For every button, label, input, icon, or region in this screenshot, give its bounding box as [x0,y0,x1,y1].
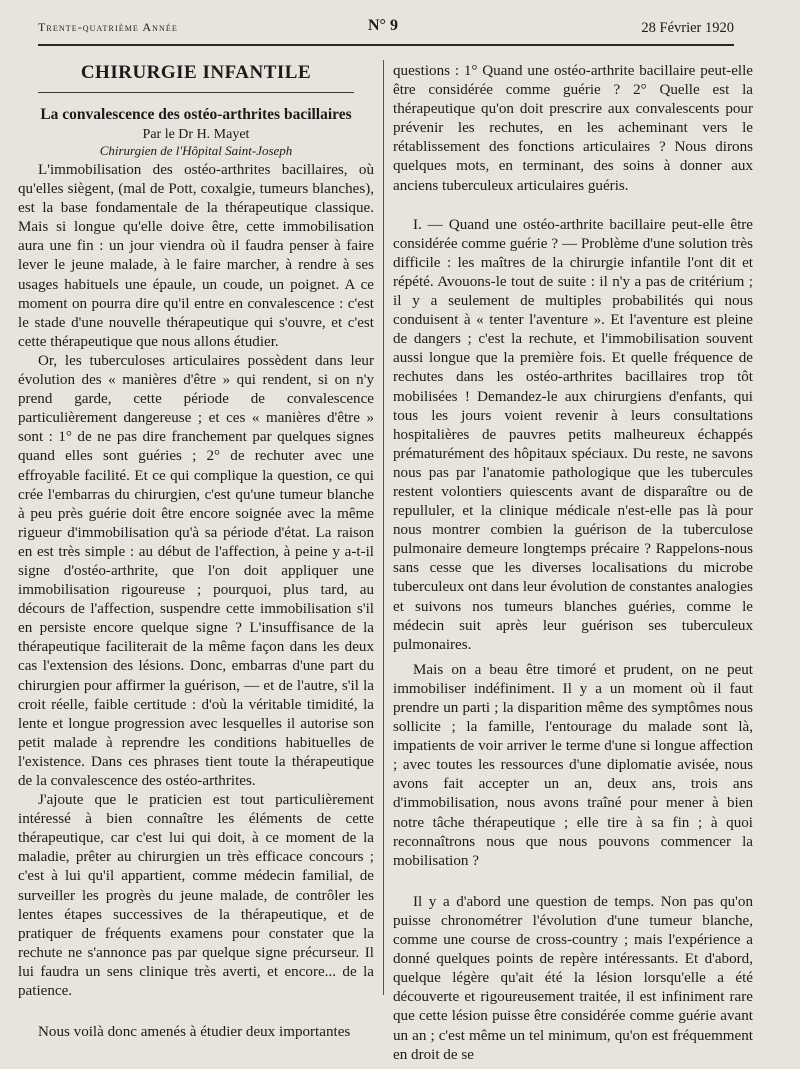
issue-date: 28 Février 1920 [641,20,734,36]
section-paragraph: I. — Quand une ostéo-arthrite bacillaire peut-elle être considérée comme guérie ? — Problème d'une solution très difficile : les maîtres de la chirurgie infantile l'ont dit et répété. Avouons-le tout de suite : il n'y a pas de critérium ; il y a seulement de multiples probabilités qui nous conduisent à « tenter l'aventure ». Et l'aventure est pleine de dangers ; c'est la rechute, et l'immobilisation souvent aussi longue que la première fois. Et quelle fréquence de rechutes dans les ostéo-arthrites bacillaires trop tôt mobilisées ! Demandez-le aux chirurgiens d'enfants, qui tous les jours voient revenir à leurs consultations hospitalières de pauvres petits malheureux échappés prématurément des hôpitaux spéciaux. Du reste, ne savons nous pas par l'anatomie pathologique que les tubercules restent volontiers quiescents avant de disparaître ou de repulluler, et la clinique médicale n'est-elle pas là pour nous montrer combien la guérison de la tuberculose pulmonaire demeure longtemps précaire ? Rappelons-nous sans cesse que les diverses localisations du microbe tuberculeux ont dans leur évolution de constantes analogies et suivons nos tumeurs blanches guéries, comme le médecin suit après leur guérison ses tuberculeux pulmonaires. [393,216,753,653]
issue-number: N° 9 [368,17,398,34]
paragraph: questions : 1° Quand une ostéo-arthrite bacillaire peut-elle être considérée comme guérie ? 2° Quelle est la thérapeutique qu'on doit prescrire aux convalescents pour prévenir les rechutes, en les acheminant vers le rétablissement des fonctions articulaires ? Nous dirons quelques mots, en terminant, des soins à donner aux anciens tuberculeux articulaires guéris. [393,63,753,194]
page-header [38,14,734,46]
article-title: La convalescence des ostéo-arthrites bacillaires [40,106,352,123]
paragraph: Mais on a beau être timoré et prudent, on ne peut immobiliser indéfiniment. Il y a un moment où il faut prendre un parti ; la disparition même des symptômes nous sollicite ; la famille, l'entourage du malade sont là, impatients de voir arriver le terme d'une si longue affection ; avec toutes les ressources d'une diplomatie avisée, nous avons fait accepter un an, deux ans, trois ans d'immobilisation, nous avons traîné pour mener à bien notre tâche thérapeutique ; elle tire à sa fin ; à quoi reconnaîtrons nous que nous pouvons commencer la mobilisation ? [393,661,753,869]
paragraph: Or, les tuberculoses articulaires possèdent dans leur évolution des « manières d'être » qui rendent, si on n'y prend garde, cette période de convalescence particulièrement dangereuse ; et ces « manières d'être » sont : 1° de ne pas dire franchement par quelques signes quand elles sont guéries ; 2° de rechuter avec une effroyable facilité. Et ce qui complique la question, ce qui crée l'embarras du chirurgien, c'est qu'une tumeur blanche à peu près guérie doit être encore soignée avec la même rigueur d'immobilisation qu'à sa période d'état. La raison en est très simple : au début de l'affection, à peine y a-t-il signe d'ostéo-arthrite, que l'on doit appliquer une immobilisation rigoureuse ; pourquoi, plus tard, au décours de l'affection, suspendre cette immobilisation s'il en persiste encore quelque signe ? L'insuffisance de la thérapeutique faciliterait de la même façon dans les deux cas l'extension des lésions. Donc, embarras d'une part du chirurgien pour affirmer la guérison, — et de l'autre, s'il la croit réelle, faible certitude : d'où la véritable timidité, la lente et longue progression avec lesquelles il autorise son petit malade à reprendre les conditions habituelles de l'existence. Dans ces phrases tient toute la thérapeutique de la convalescence des ostéo-arthrites. [18,352,374,789]
article-author: Par le Dr H. Mayet [142,127,250,142]
left-column [18,58,374,1042]
paragraph: J'ajoute que le praticien est tout particulièrement intéressé à bien connaître les éléments de cette thérapeutique, car c'est lui qui doit, à ce moment de la maladie, prêter au chirurgien un très efficace concours ; c'est à lui qu'il appartient, comme médecin familial, de surveiller les progrès du jeune malade, de contrôler les lentes étapes successives de la thérapeutique, et de pratiquer de fréquents examens pour constater que la rechute ne s'annonce pas par quelque signe précurseur. Il lui faudra un sens clinique très averti, et encore... de la patience. [18,792,374,1000]
right-column [393,62,753,1065]
section-underline [38,92,354,93]
paragraph: Il y a d'abord une question de temps. Non pas qu'on puisse chronométrer l'évolution d'une tumeur blanche, comme une course de cross-country ; mais l'expérience a donné quelques points de repère intéressants. Et d'abord, quelque légère qu'ait été la lésion lorsqu'elle a été découverte et rigoureusement traitée, il est infiniment rare que cette lésion puisse être considérée comme guérie avant un an ; c'est même un tel minimum, qu'on est fréquemment en droit de se [393,893,753,1063]
volume-label: Trente-quatrième Année [38,20,178,34]
author-role: Chirurgien de l'Hôpital Saint-Joseph [99,143,293,158]
paragraph: L'immobilisation des ostéo-arthrites bacillaires, où qu'elles siègent, (mal de Pott, coxalgie, tumeurs blanches), est la base fondamentale de la thérapeutique classique. Mais si longue qu'elle doive être, cette immobilisation aura une fin : un jour viendra où il faudra penser à faire lever le jeune malade, à le faire marcher, à rendre à ses usages habituels une épaule, un coude, un poignet. A ce moment on pourra dire qu'il entre en convalescence : c'est le stade d'une nouvelle thérapeutique qui s'ouvre, et c'est cette thérapeutique que nous allons étudier. [18,162,374,350]
column-divider [383,60,384,995]
section-title: CHIRURGIE INFANTILE [80,62,312,83]
paragraph: Nous voilà donc amenés à étudier deux importantes [38,1024,351,1041]
